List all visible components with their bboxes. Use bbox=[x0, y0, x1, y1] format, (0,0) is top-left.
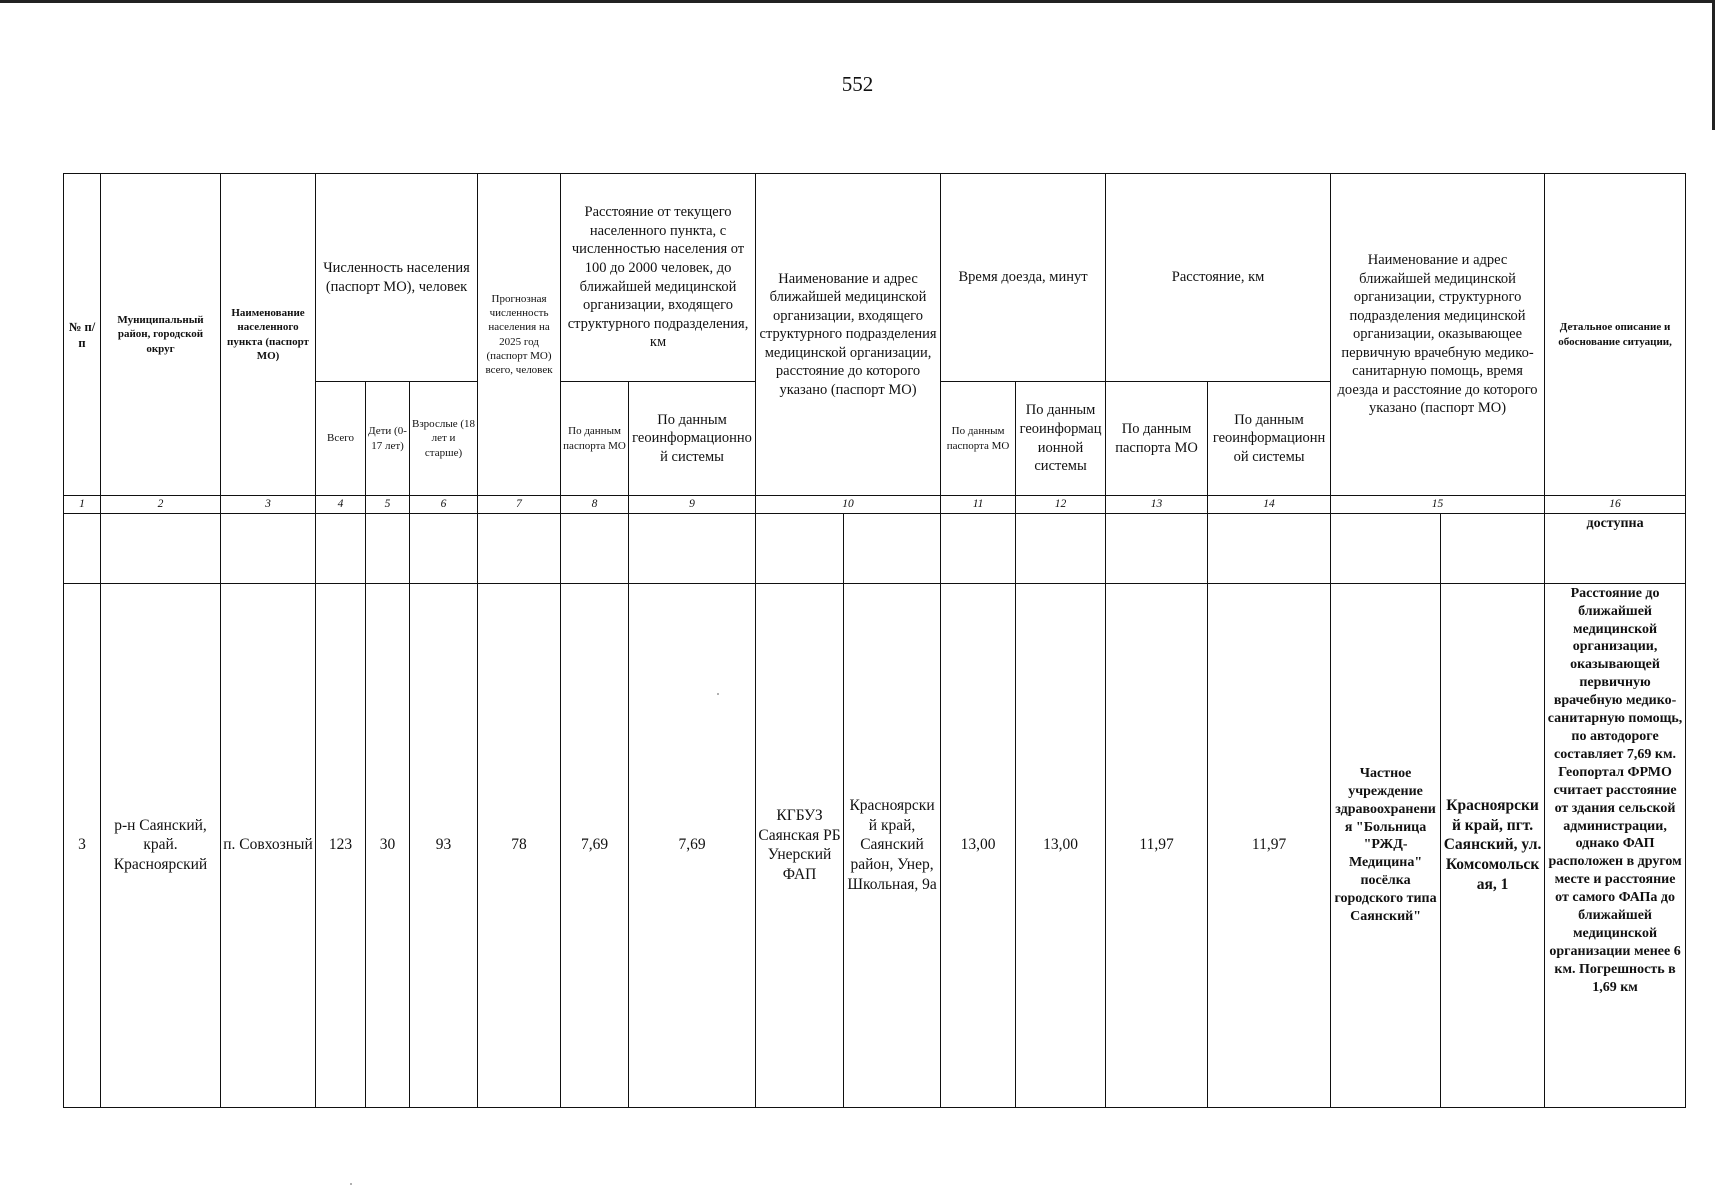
page-number: 552 bbox=[841, 72, 874, 96]
column-number: 7 bbox=[478, 496, 561, 514]
header-num: № п/п bbox=[64, 174, 101, 496]
column-number: 1 bbox=[64, 496, 101, 514]
row-time-gis: 13,00 bbox=[1016, 583, 1106, 1107]
header-dist-by-gis: По данным геоинформационной системы bbox=[629, 382, 756, 496]
row-description: Расстояние до ближайшей медицинской организации, оказывающей первичную врачебную медико-санитарную помощь, по автодороге составляет 7,69 км. Геопортал ФРМО считает расстояние от здания сельской администрации, однако ФАП расположен в другом месте и расстояние от самого ФАПа до ближайшей медицинской организации менее 6 км. Погрешность в 1,69 км bbox=[1545, 583, 1686, 1107]
table-row bbox=[64, 583, 1686, 1107]
header-km-by-gis: По данным геоинформационной системы bbox=[1208, 382, 1331, 496]
column-number: 8 bbox=[561, 496, 629, 514]
header-pop-children: Дети (0-17 лет) bbox=[366, 382, 410, 496]
column-number: 12 bbox=[1016, 496, 1106, 514]
carryover-row bbox=[64, 513, 1686, 583]
header-time-by-passport: По данным паспорта МО bbox=[941, 382, 1016, 496]
header-description: Детальное описание и обоснование ситуации, bbox=[1545, 174, 1686, 496]
column-number: 16 bbox=[1545, 496, 1686, 514]
column-number-row bbox=[64, 496, 1686, 514]
column-number: 10 bbox=[756, 496, 941, 514]
header-pop-adults: Взрослые (18 лет и старше) bbox=[410, 382, 478, 496]
row-pop-children: 30 bbox=[366, 583, 410, 1107]
row-time-passport: 13,00 bbox=[941, 583, 1016, 1107]
header-distance-nearest: Расстояние от текущего населенного пункта, с численностью населения от 100 до 2000 человек, до ближайшей медицинской организации, входящего структурного подразделения, км bbox=[561, 174, 756, 382]
column-number: 3 bbox=[221, 496, 316, 514]
header-dist-by-passport: По данным паспорта МО bbox=[561, 382, 629, 496]
scan-edge-top bbox=[0, 0, 1715, 3]
header-km-by-passport: По данным паспорта МО bbox=[1106, 382, 1208, 496]
row-settlement: п. Совхозный bbox=[221, 583, 316, 1107]
row-pop-total: 123 bbox=[316, 583, 366, 1107]
header-pop-total: Всего bbox=[316, 382, 366, 496]
row-district: р-н Саянский, край. Красноярский bbox=[101, 583, 221, 1107]
column-number: 4 bbox=[316, 496, 366, 514]
row-pop-adults: 93 bbox=[410, 583, 478, 1107]
row-org-name: КГБУЗ Саянская РБ Унерский ФАП bbox=[756, 583, 844, 1107]
column-number: 11 bbox=[941, 496, 1016, 514]
header-distance-km: Расстояние, км bbox=[1106, 174, 1331, 382]
header-population: Численность населения (паспорт МО), человек bbox=[316, 174, 478, 382]
row-primary-address: Красноярский край, пгт. Саянский, ул. Комсомольская, 1 bbox=[1441, 583, 1545, 1107]
header-settlement: Наименование населенного пункта (паспорт МО) bbox=[221, 174, 316, 496]
column-number: 9 bbox=[629, 496, 756, 514]
header-travel-time: Время доезда, минут bbox=[941, 174, 1106, 382]
scan-speck bbox=[350, 1183, 352, 1185]
column-number: 6 bbox=[410, 496, 478, 514]
column-number: 2 bbox=[101, 496, 221, 514]
row-dist-passport: 7,69 bbox=[561, 583, 629, 1107]
header-primary-care-org: Наименование и адрес ближайшей медицинской организации, структурного подразделения медицинской организации, оказывающее первичную врачебную медико-санитарную помощь, время доезда и расстояние до которого указано (паспорт МО) bbox=[1331, 174, 1545, 496]
row-primary-name: Частное учреждение здравоохранения "Больница "РЖД-Медицина" посёлка городского типа Саянский" bbox=[1331, 583, 1441, 1107]
column-number: 5 bbox=[366, 496, 410, 514]
header-district: Муниципальный район, городской округ bbox=[101, 174, 221, 496]
row-forecast: 78 bbox=[478, 583, 561, 1107]
row-km-passport: 11,97 bbox=[1106, 583, 1208, 1107]
header-time-by-gis: По данным геоинформационной системы bbox=[1016, 382, 1106, 496]
data-table bbox=[63, 173, 1686, 1108]
carryover-text: доступна bbox=[1545, 513, 1686, 583]
scan-speck bbox=[717, 693, 719, 695]
column-number: 14 bbox=[1208, 496, 1331, 514]
row-km-gis: 11,97 bbox=[1208, 583, 1331, 1107]
column-number: 15 bbox=[1331, 496, 1545, 514]
row-num: 3 bbox=[64, 583, 101, 1107]
column-number: 13 bbox=[1106, 496, 1208, 514]
header-nearest-org: Наименование и адрес ближайшей медицинской организации, входящего структурного подразделения медицинской организации, расстояние до которого указано (паспорт МО) bbox=[756, 174, 941, 496]
header-forecast: Прогнозная численность населения на 2025 год (паспорт МО) всего, человек bbox=[478, 174, 561, 496]
row-dist-gis: 7,69 bbox=[629, 583, 756, 1107]
row-org-address: Красноярский край, Саянский район, Унер, Школьная, 9а bbox=[844, 583, 941, 1107]
